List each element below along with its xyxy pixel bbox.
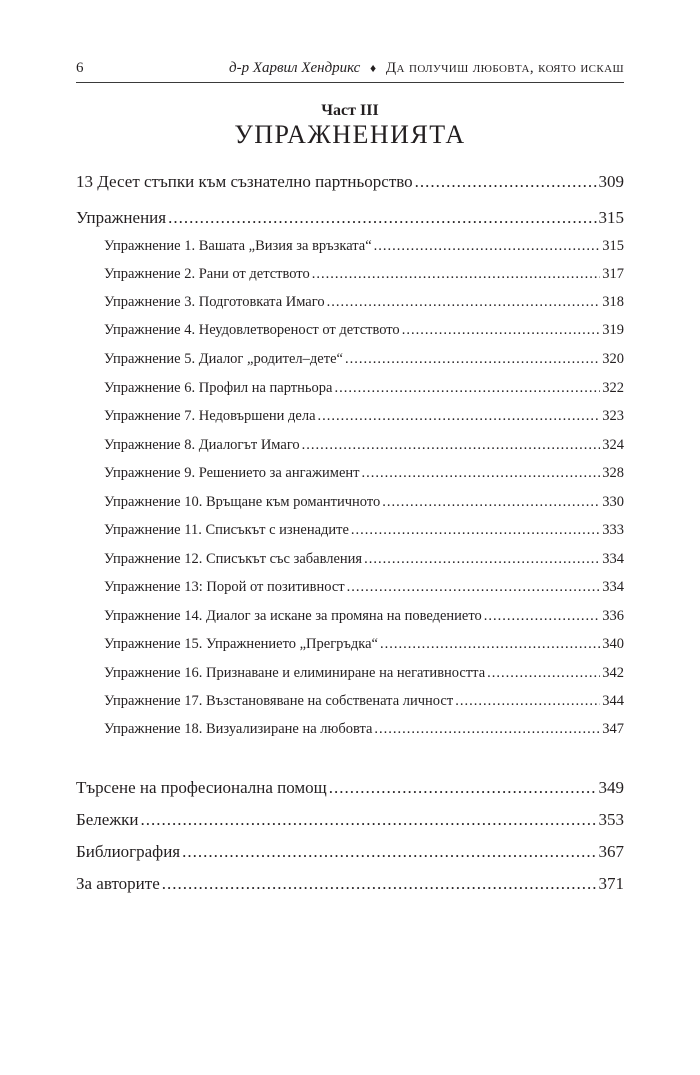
dot-leader <box>382 494 600 511</box>
header-author: д-р Харвил Хендрикс <box>229 60 361 76</box>
toc-entry-page: 371 <box>598 874 624 893</box>
dot-leader <box>168 208 596 228</box>
toc-entry-about-authors[interactable] <box>76 874 624 894</box>
dot-leader <box>455 693 600 710</box>
header-book-title: Да получиш любовта, която искаш <box>385 60 624 76</box>
toc-entry-page: 353 <box>598 810 624 829</box>
toc-entry-chapter-13[interactable] <box>76 172 624 192</box>
toc-entry-exercise-10[interactable] <box>76 494 624 511</box>
toc-entry-page: 315 <box>598 208 624 227</box>
toc-entry-page: 320 <box>602 351 624 367</box>
toc-entry-page: 334 <box>602 551 624 567</box>
toc-entry-label: Упражнение 10. Връщане към романтичното <box>104 494 381 510</box>
toc-entry-label: Упражнение 18. Визуализиране на любовта <box>104 721 373 737</box>
running-title <box>229 60 624 77</box>
toc-entry-exercise-12[interactable] <box>76 551 624 568</box>
toc-entry-exercise-6[interactable] <box>76 380 624 397</box>
toc-entry-label: Упражнение 5. Диалог „родител–дете“ <box>104 351 343 367</box>
toc-entry-label: Упражнение 17. Възстановяване на собствената личност <box>104 693 454 709</box>
dot-leader <box>182 842 596 862</box>
toc-entry-notes[interactable] <box>76 810 624 830</box>
toc-entry-page: 319 <box>602 322 624 338</box>
dot-leader <box>302 437 601 454</box>
toc-entry-exercise-15[interactable] <box>76 636 624 653</box>
toc-entry-label: 13 Десет стъпки към съзнателно партньорство <box>76 172 413 191</box>
toc-entry-label: Бележки <box>76 810 139 829</box>
toc-entry-label: Упражнение 14. Диалог за искане за промяна на поведението <box>104 608 482 624</box>
toc-entry-page: 323 <box>602 408 624 424</box>
dot-leader <box>380 636 600 653</box>
toc-entry-page: 342 <box>602 665 624 681</box>
toc-entry-exercise-13[interactable] <box>76 579 624 596</box>
toc-entry-page: 328 <box>602 465 624 481</box>
toc-entry-label: Упражнение 1. Вашата „Визия за връзката“ <box>104 238 372 254</box>
toc-entry-label: Упражнение 11. Списъкът с изненадите <box>104 522 349 538</box>
toc-entry-exercise-9[interactable] <box>76 465 624 482</box>
toc-entry-page: 336 <box>602 608 624 624</box>
dot-leader <box>361 465 600 482</box>
toc-entry-professional-help[interactable] <box>76 778 624 798</box>
toc-entry-label: Упражнения <box>76 208 167 227</box>
dot-leader <box>162 874 597 894</box>
running-header <box>76 58 624 83</box>
toc-entry-label: За авторите <box>76 874 160 893</box>
toc-entry-label: Упражнение 13: Порой от позитивност <box>104 579 345 595</box>
toc-entry-exercises[interactable] <box>76 208 624 228</box>
toc-entry-exercise-8[interactable] <box>76 437 624 454</box>
toc-entry-label: Упражнение 16. Признаване и елиминиране на негативността <box>104 665 486 681</box>
dot-leader <box>329 778 597 798</box>
toc-entry-page: 309 <box>598 172 624 191</box>
toc-entry-page: 315 <box>602 238 624 254</box>
dot-leader <box>487 665 600 682</box>
dot-leader <box>374 238 601 255</box>
toc-entry-label: Упражнение 8. Диалогът Имаго <box>104 437 300 453</box>
toc-entry-label: Упражнение 12. Списъкът със забавления <box>104 551 363 567</box>
toc-entry-label: Упражнение 7. Недовършени дела <box>104 408 316 424</box>
toc-entry-page: 318 <box>602 294 624 310</box>
toc-entry-label: Упражнение 2. Рани от детството <box>104 266 310 282</box>
toc-entry-page: 340 <box>602 636 624 652</box>
toc-entry-page: 367 <box>598 842 624 861</box>
toc-entry-exercise-7[interactable] <box>76 408 624 425</box>
toc-entry-label: Търсене на професионална помощ <box>76 778 327 797</box>
part-label: Част III <box>321 102 379 119</box>
toc-entry-label: Упражнение 3. Подготовката Имаго <box>104 294 325 310</box>
toc-entry-page: 344 <box>602 693 624 709</box>
diamond-separator-icon: ♦ <box>370 61 377 75</box>
toc-entry-exercise-1[interactable] <box>76 238 624 255</box>
toc-entry-bibliography[interactable] <box>76 842 624 862</box>
part-title: УПРАЖНЕНИЯТА <box>234 120 466 149</box>
dot-leader <box>347 579 601 596</box>
toc-entry-page: 317 <box>602 266 624 282</box>
dot-leader <box>374 721 600 738</box>
dot-leader <box>327 294 601 311</box>
toc-entry-exercise-18[interactable] <box>76 721 624 738</box>
dot-leader <box>140 810 596 830</box>
dot-leader <box>318 408 601 425</box>
dot-leader <box>484 608 600 625</box>
toc-entry-label: Библиография <box>76 842 181 861</box>
toc-entry-page: 324 <box>602 437 624 453</box>
toc-entry-page: 333 <box>602 522 624 538</box>
toc-entry-label: Упражнение 9. Решението за ангажимент <box>104 465 360 481</box>
toc-entry-page: 330 <box>602 494 624 510</box>
toc-entry-exercise-4[interactable] <box>76 322 624 339</box>
toc-entry-exercise-14[interactable] <box>76 608 624 625</box>
toc-entry-label: Упражнение 15. Упражнението „Прегръдка“ <box>104 636 378 652</box>
toc-entry-exercise-3[interactable] <box>76 294 624 311</box>
toc-entry-exercise-2[interactable] <box>76 266 624 283</box>
toc-entry-exercise-5[interactable] <box>76 351 624 368</box>
toc-entry-label: Упражнение 6. Профил на партньора <box>104 380 333 396</box>
dot-leader <box>364 551 600 568</box>
toc-entry-page: 334 <box>602 579 624 595</box>
toc-entry-label: Упражнение 4. Неудовлетвореност от детството <box>104 322 400 338</box>
toc-entry-page: 347 <box>602 721 624 737</box>
page-number: 6 <box>76 60 84 76</box>
toc-entry-page: 322 <box>602 380 624 396</box>
dot-leader <box>345 351 600 368</box>
dot-leader <box>402 322 601 339</box>
toc-entry-exercise-17[interactable] <box>76 693 624 710</box>
dot-leader <box>312 266 601 283</box>
toc-entry-exercise-11[interactable] <box>76 522 624 539</box>
toc-entry-exercise-16[interactable] <box>76 665 624 682</box>
toc-entry-page: 349 <box>598 778 624 797</box>
dot-leader <box>415 172 597 192</box>
dot-leader <box>351 522 600 539</box>
dot-leader <box>334 380 600 397</box>
